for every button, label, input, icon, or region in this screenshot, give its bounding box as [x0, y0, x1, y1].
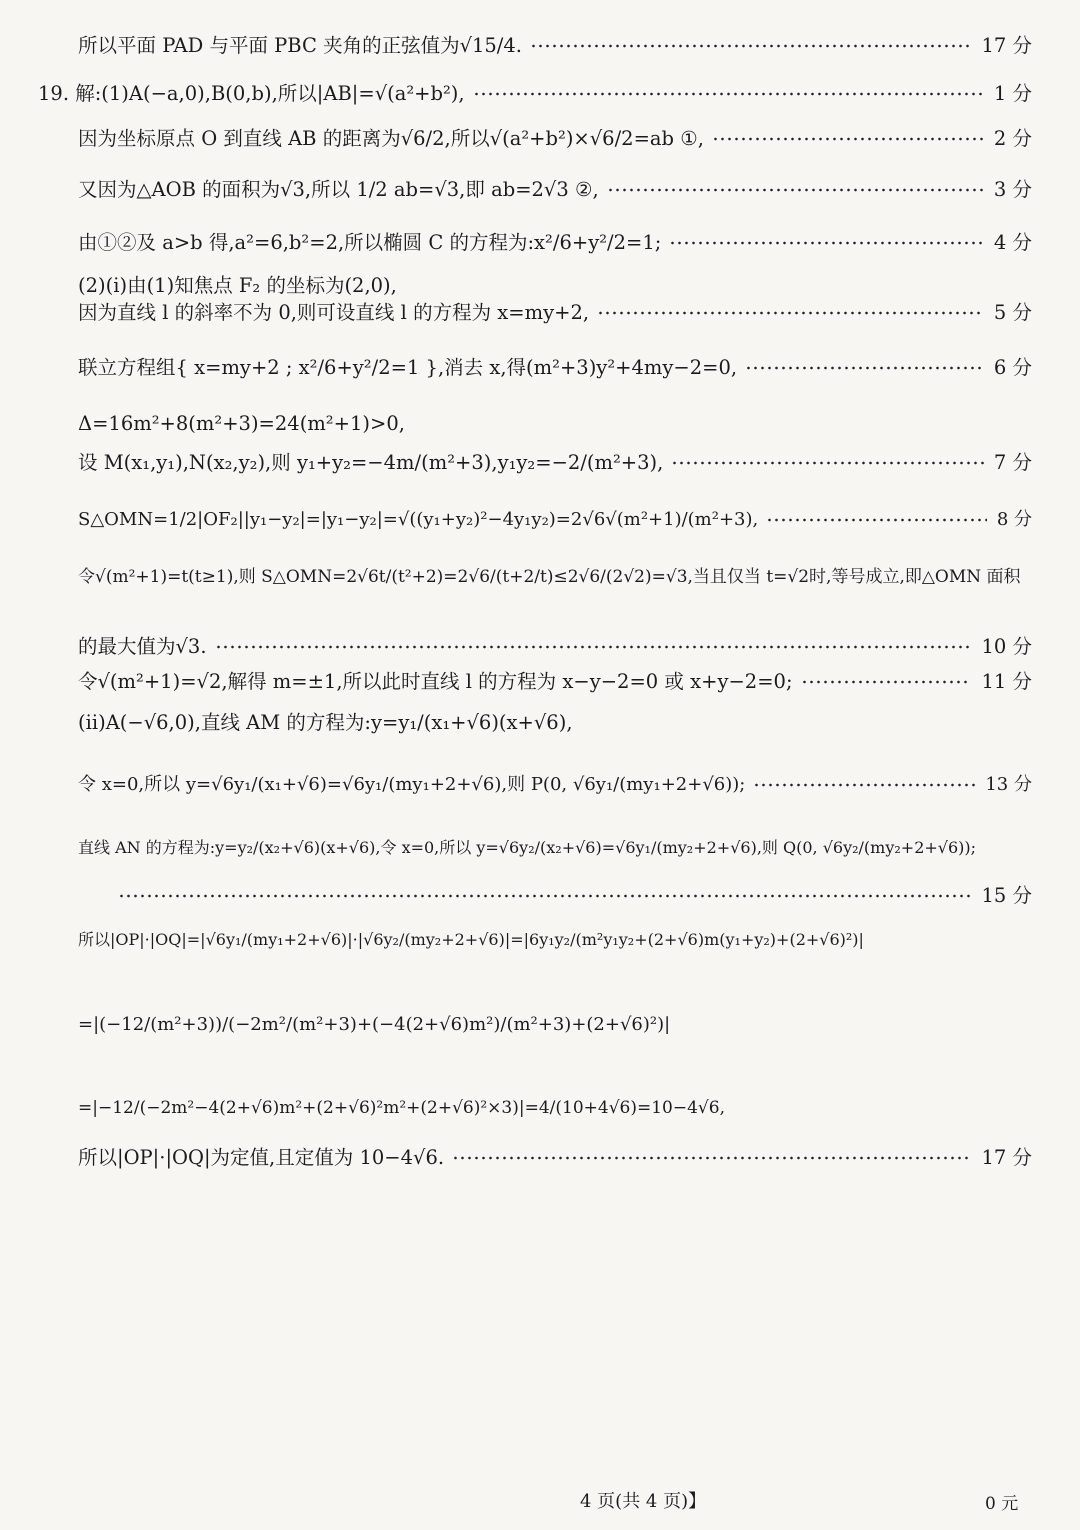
score-label: 17 分 [981, 34, 1032, 57]
line-text: S△OMN=1/2|OF₂||y₁−y₂|=|y₁−y₂|=√((y₁+y₂)²−4y₁y₂)=2√6√(m²+1)/(m²+3), [78, 509, 759, 530]
line-12 [78, 567, 1032, 587]
score-label: 11 分 [981, 670, 1032, 693]
line-text: 由①②及 a>b 得,a²=6,b²=2,所以椭圆 C 的方程为:x²/6+y²/2=1; [78, 231, 662, 254]
line-text: 所以|OP|·|OQ|=|√6y₁/(my₁+2+√6)|·|√6y₂/(my₂+2+√6)|=|6y₁y₂/(m²y₁y₂+(2+√6)m(y₁+y₂)+(2+√6)²)| [78, 930, 864, 949]
score-label: 7 分 [993, 451, 1032, 474]
leader-dots [607, 188, 984, 192]
leader-dots [215, 645, 972, 649]
line-19 [78, 930, 1032, 949]
leader-dots [671, 461, 984, 465]
score-label: 13 分 [985, 774, 1032, 795]
line-text: 令√(m²+1)=t(t≥1),则 S△OMN=2√6t/(t²+2)=2√6/(t+2/t)≤2√6/(2√2)=√3,当且仅当 t=√2时,等号成立,即△OMN 面积 [78, 567, 1021, 587]
score-label: 5 分 [993, 301, 1032, 324]
line-text: 令 x=0,所以 y=√6y₁/(x₁+√6)=√6y₁/(my₁+2+√6),则 P(0, √6y₁/(my₁+2+√6)); [78, 774, 746, 795]
leader-dots [766, 518, 987, 522]
line-22 [78, 1146, 1032, 1169]
page-footer: 4 页(共 4 页)】 [580, 1491, 707, 1512]
line-20 [78, 1014, 1032, 1036]
line-text: 19. 解:(1)A(−a,0),B(0,b),所以|AB|=√(a²+b²), [38, 82, 465, 105]
line-text: (2)(i)由(1)知焦点 F₂ 的坐标为(2,0), [78, 274, 397, 297]
line-6 [78, 274, 1032, 297]
leader-dots [473, 92, 984, 96]
line-text: 直线 AN 的方程为:y=y₂/(x₂+√6)(x+√6),令 x=0,所以 y=√6y₂/(x₂+√6)=√6y₁/(my₂+2+√6),则 Q(0, √6y₂/(my₂+2+√6)); [78, 838, 977, 857]
line-9 [78, 412, 1032, 435]
line-17 [78, 838, 1032, 857]
leader-dots [118, 894, 971, 898]
score-label: 15 分 [981, 884, 1032, 907]
score-label: 6 分 [993, 356, 1032, 379]
corner-mark: 0 元 [985, 1494, 1019, 1514]
line-5 [78, 231, 1032, 254]
line-15 [78, 711, 1032, 734]
score-label: 8 分 [996, 509, 1032, 530]
line-text: (ii)A(−√6,0),直线 AM 的方程为:y=y₁/(x₁+√6)(x+√6), [78, 711, 573, 734]
leader-dots [712, 137, 984, 141]
line-10 [78, 451, 1032, 474]
line-text: 又因为△AOB 的面积为√3,所以 1/2 ab=√3,即 ab=2√3 ②, [78, 178, 599, 201]
line-21 [78, 1098, 1032, 1118]
score-label: 10 分 [981, 635, 1032, 658]
line-text: =|(−12/(m²+3))/(−2m²/(m²+3)+(−4(2+√6)m²)/(m²+3)+(2+√6)²)| [78, 1014, 671, 1035]
line-3 [78, 127, 1032, 150]
line-14 [78, 670, 1032, 693]
line-text: 因为坐标原点 O 到直线 AB 的距离为√6/2,所以√(a²+b²)×√6/2=ab ①, [78, 127, 704, 150]
leader-dots [669, 241, 984, 245]
score-label: 3 分 [993, 178, 1032, 201]
line-4 [78, 178, 1032, 201]
line-text: 所以|OP|·|OQ|为定值,且定值为 10−4√6. [78, 1146, 445, 1169]
line-text: 设 M(x₁,y₁),N(x₂,y₂),则 y₁+y₂=−4m/(m²+3),y₁y₂=−2/(m²+3), [78, 451, 664, 474]
leader-dots [753, 783, 975, 787]
score-label: 2 分 [993, 127, 1032, 150]
line-text: 的最大值为√3. [78, 635, 207, 658]
leader-dots [530, 44, 971, 48]
line-text: 所以平面 PAD 与平面 PBC 夹角的正弦值为√15/4. [78, 34, 522, 57]
line-16 [78, 774, 1032, 796]
line-text: 令√(m²+1)=√2,解得 m=±1,所以此时直线 l 的方程为 x−y−2=0 或 x+y−2=0; [78, 670, 793, 693]
line-text: =|−12/(−2m²−4(2+√6)m²+(2+√6)²m²+(2+√6)²×3)|=4/(10+4√6)=10−4√6, [78, 1098, 725, 1118]
line-1 [78, 34, 1032, 57]
line-13 [78, 635, 1032, 658]
line-text: Δ=16m²+8(m²+3)=24(m²+1)>0, [78, 412, 405, 435]
line-8 [78, 356, 1032, 379]
score-label: 17 分 [981, 1146, 1032, 1169]
score-label: 4 分 [993, 231, 1032, 254]
line-text: 因为直线 l 的斜率不为 0,则可设直线 l 的方程为 x=my+2, [78, 301, 590, 324]
line-text: 联立方程组{ x=my+2 ; x²/6+y²/2=1 },消去 x,得(m²+3)y²+4my−2=0, [78, 356, 738, 379]
line-18 [118, 884, 1032, 907]
line-11 [78, 509, 1032, 531]
leader-dots [452, 1156, 971, 1160]
leader-dots [597, 311, 984, 315]
leader-dots [745, 366, 984, 370]
score-label: 1 分 [993, 82, 1032, 105]
line-2 [38, 82, 1032, 105]
line-7 [78, 301, 1032, 324]
leader-dots [801, 680, 972, 684]
